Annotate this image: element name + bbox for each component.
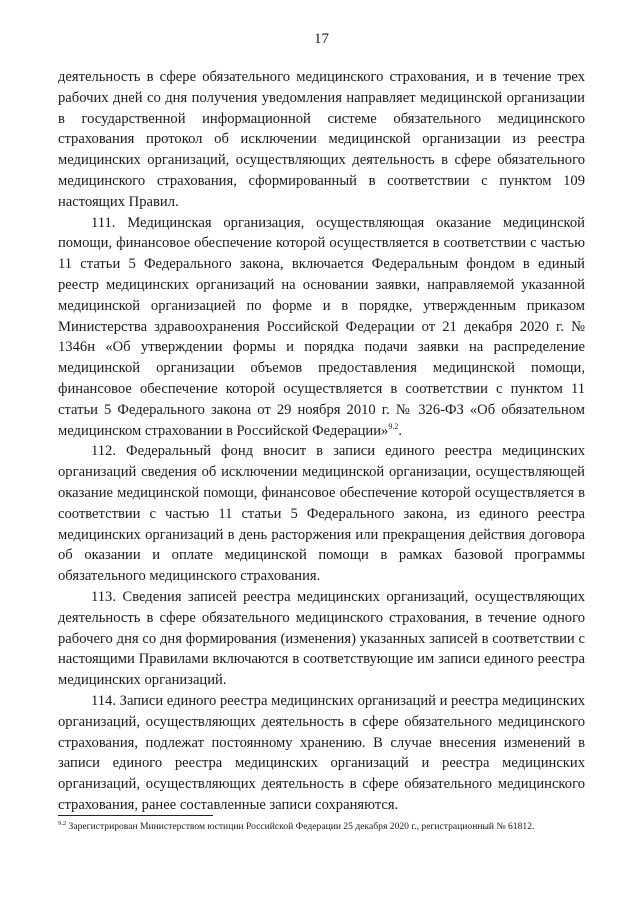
paragraph-114: 114. Записи единого реестра медицинских организаций и реестра медицинских организаций, осуществляющих деятельность в сфере обязательного медицинского страхования, подлежат постоянному хранению. В случае внесения изменений в записи единого реестра медицинских организаций и реестра медицинских организаций, осуществляющих деятельность в сфере обязательного медицинского страхования, ранее составленные записи сохраняются. — [58, 692, 585, 813]
document-page — [58, 30, 585, 816]
footnote-reference[interactable]: 9.2 — [388, 421, 399, 431]
footnote-mark: 9.2 — [58, 819, 67, 827]
paragraph-113: 113. Сведения записей реестра медицинских организаций, осуществляющих деятельность в сфере обязательного медицинского страхования, в течение одного рабочего дня со дня формирования (изменения) указанных записей в соответствии с настоящими Правилами включаются в соответствующие им записи единого реестра медицинских организаций. — [58, 588, 585, 689]
paragraph-111 — [58, 213, 585, 442]
paragraph-111-text: 111. Медицинская организация, осуществляющая оказание медицинской помощи, финансовое обеспечение которой осуществляется в соответствии с частью 11 статьи 5 Федерального закона, включается Федеральным фондом в единый реестр медицинских организаций на основании заявки, направляемой указанной медицинской организацией по форме и в порядке, утвержденным приказом Министерства здравоохранения Российской Федерации от 21 декабря 2020 г. № 1346н «Об утверждении формы и порядка подачи заявки на распределение медицинской организации объемов предоставления медицинской помощи, финансовое обеспечение которой осуществляется в соответствии с пунктом 11 статьи 5 Федерального закона от 29 ноября 2010 г. № 326-ФЗ «Об обязательном медицинском страховании в Российской Федерации» — [58, 214, 585, 439]
paragraph-continued: деятельность в сфере обязательного медицинского страхования, и в течение трех рабочих дней со дня получения уведомления направляет медицинской организации в государственной информационной системе обязательного медицинского страхования протокол об исключении медицинской организации из реестра медицинских организаций, осуществляющих деятельность в сфере обязательного медицинского страхования, сформированный в соответствии с пунктом 109 настоящих Правил. — [58, 69, 585, 210]
footnote — [58, 819, 585, 834]
paragraph-112: 112. Федеральный фонд вносит в записи единого реестра медицинских организаций сведения об исключении медицинской организации, осуществляющей оказание медицинской помощи, финансовое обеспечение которой осуществляется в соответствии с частью 11 статьи 5 Федерального закона, из единого реестра медицинских организаций в день расторжения или прекращения действия договора об оказании и оплате медицинской помощи в рамках базовой программы обязательного медицинского страхования. — [58, 443, 585, 585]
page-number: 17 — [314, 31, 329, 47]
footnote-separator — [58, 815, 213, 816]
paragraph-111-tail: . — [398, 422, 402, 439]
document-body — [58, 67, 585, 816]
footnote-text: Зарегистрирован Министерством юстиции Российской Федерации 25 декабря 2020 г., регистрационный № 61812. — [66, 821, 535, 832]
